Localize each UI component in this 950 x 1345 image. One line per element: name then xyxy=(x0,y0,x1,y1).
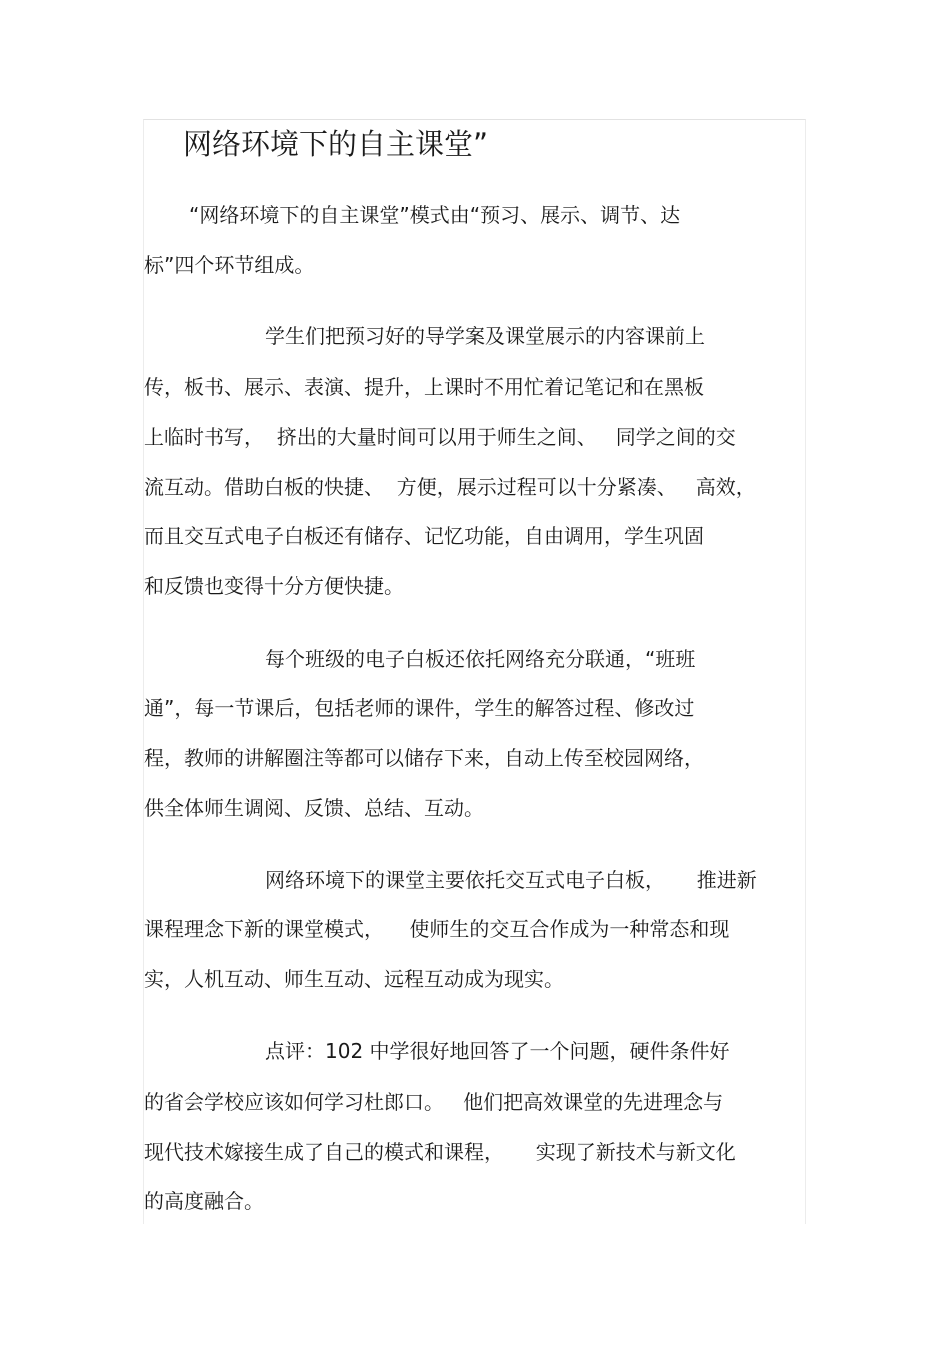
paragraph-4-line-2: 课程理念下新的课堂模式， 使师生的交互合作成为一种常态和现 xyxy=(144,917,730,941)
document-title: 网络环境下的自主课堂” xyxy=(183,127,489,161)
paragraph-3-line-2: 通”，每一节课后，包括老师的课件，学生的解答过程、修改过 xyxy=(144,696,695,720)
paragraph-3-line-4: 供全体师生调阅、反馈、总结、互动。 xyxy=(144,796,484,820)
paragraph-4-line-3: 实，人机互动、师生互动、远程互动成为现实。 xyxy=(144,967,564,991)
paragraph-1-line-2: 标”四个环节组成。 xyxy=(144,253,315,277)
paragraph-2-line-1: 学生们把预习好的导学案及课堂展示的内容课前上 xyxy=(265,324,705,348)
paragraph-5-line-3: 现代技术嫁接生成了自己的模式和课程， 实现了新技术与新文化 xyxy=(144,1140,736,1164)
paragraph-4-line-1: 网络环境下的课堂主要依托交互式电子白板， 推进新 xyxy=(265,868,757,892)
paragraph-5-line-2: 的省会学校应该如何学习杜郎口。 他们把高效课堂的先进理念与 xyxy=(144,1090,724,1114)
paragraph-3-line-1: 每个班级的电子白板还依托网络充分联通，“班班 xyxy=(265,647,696,671)
paragraph-2-line-6: 和反馈也变得十分方便快捷。 xyxy=(144,574,404,598)
paragraph-5-line-4: 的高度融合。 xyxy=(144,1189,264,1213)
paragraph-3-line-3: 程，教师的讲解圈注等都可以储存下来，自动上传至校园网络， xyxy=(144,746,704,770)
paragraph-2-line-2: 传，板书、展示、表演、提升，上课时不用忙着记笔记和在黑板 xyxy=(144,375,704,399)
paragraph-1-line-1: “网络环境下的自主课堂”模式由“预习、展示、调节、达 xyxy=(189,203,681,227)
paragraph-5-line-1: 点评：102 中学很好地回答了一个问题，硬件条件好 xyxy=(265,1039,730,1063)
paragraph-2-line-5: 而且交互式电子白板还有储存、记忆功能，自由调用，学生巩固 xyxy=(144,524,704,548)
paragraph-2-line-3: 上临时书写， 挤出的大量时间可以用于师生之间、 同学之间的交 xyxy=(144,425,736,449)
paragraph-2-line-4: 流互动。借助白板的快捷、 方便，展示过程可以十分紧凑、 高效， xyxy=(144,475,756,499)
